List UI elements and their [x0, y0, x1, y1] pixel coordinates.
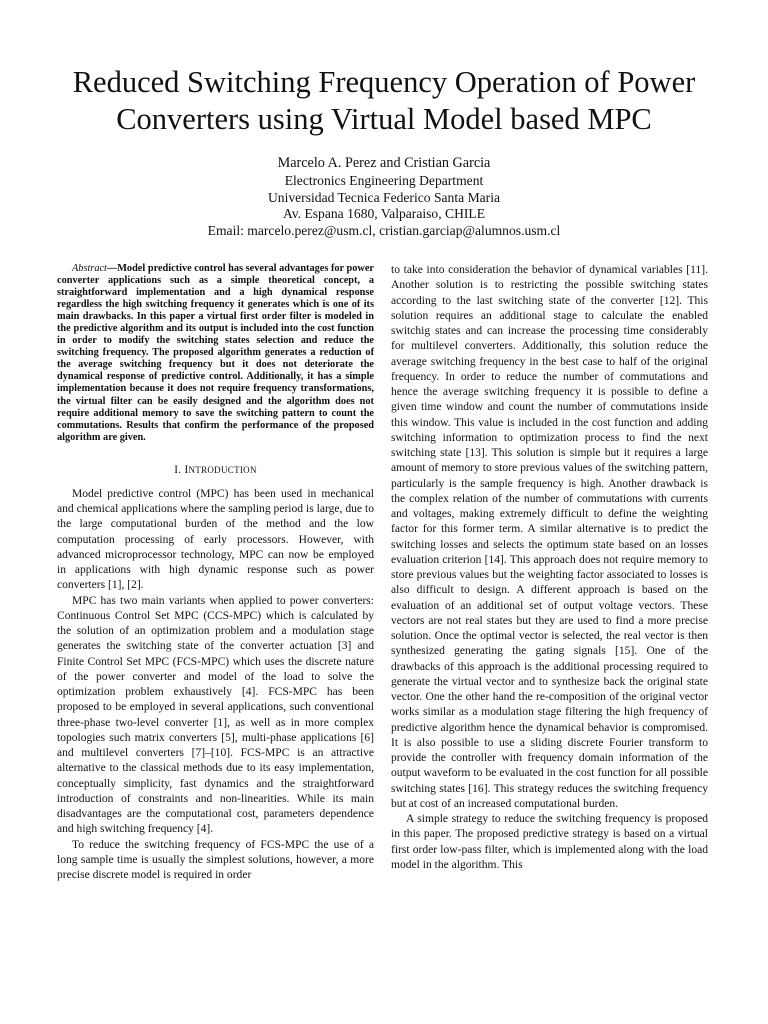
left-column	[57, 263, 374, 883]
section-heading-smallcaps: NTRODUCTION	[188, 464, 257, 475]
affiliation-department: Electronics Engineering Department	[284, 173, 484, 188]
abstract-text: —Model predictive control has several advantages for power converter applications such as a simple theoretical concept, a straightforward implementation and a high dynamical response regardless the high switching frequency it generates which is one of its main drawbacks. In this paper a virtual first order filter is modeled in the predictive algorithm and its output is included into the cost function in order to modify the switching states selection and reduce the switching frequency. The proposed algorithm generates a reduction of the average switching frequency but it does not deteriorate the dynamical response of predictive control. Additionally, it has a simple implementation because it does not require frequency transformations, the virtual filter can be easily designed and the algorithm does not require additional memory to save the switching pattern to count the commutations. Results that confirm the performance of the proposed algorithm are given.	[57, 263, 374, 443]
affiliation-address: Av. Espana 1680, Valparaiso, CHILE	[282, 206, 486, 222]
affiliation-university: Universidad Tecnica Federico Santa Maria	[267, 189, 501, 205]
right-column	[391, 263, 708, 873]
title-line-2: Converters using Virtual Model based MPC	[116, 102, 652, 136]
abstract-label: Abstract	[72, 263, 107, 274]
section-heading-prefix: I. I	[174, 463, 189, 476]
intro-paragraph-3-continued: to take into consideration the behavior of dynamical variables [11]. Another solution is to restricting the possible switching states according to the last switching state of the converter [12]. This solution requires an additional stage to calculate the enabled switchig states and can increase the processing time considerably for multilevel converters. Additionally, this solution reduce the average switching frequency in the best case to half of the original frequency. In order to reduce the number of commutations and hence the average switching frequency it is possible to define a given time window and count the number of commutations inside this window. This value is included in the cost function and adding switching information to optimization process to find the next switching state [13]. This solution is simple but it requires a large amount of memory to store previous values of the switching pattern, particularly is the sample frequency is high. Another drawback is the complex relation of the number of commutations with currents and voltages, making extremely difficult to define the weighting factor for this former term. A similar alternative is to predict the switching losses and selects the optimum state based on an losses evaluation criterion [14]. This approach does not require memory to store previous values but the weighting factor associated to losses is also difficult to design. A different approach is based on the evaluation of an additional set of output voltage vectors. These vectors are not real states but they are used to find a more precise solution. Once the optimal vector is selected, the real vector is then synthesized generating the gating signals [15]. One of the drawbacks of this approach is the additional processing required to generate the virtual vector and to synthesize back the original state vector. One the other hand the re-composition of the original vector works similar as a modulation stage filtering the high frequency of predictive algorithm hence the dynamical behavior is compromised. It is also possible to use a sliding discrete Fourier transform to provide the controller with frequency domain information of the output waveform to be evaluated in the cost function for all possible switching states [16]. This strategy reduces the switching frequency but at cost of an increased computational burden.	[391, 264, 708, 810]
section-heading-introduction	[57, 463, 374, 478]
intro-paragraph-2: MPC has two main variants when applied to power converters: Continuous Control Set MPC (CCS-MPC) which is calculated by the solution of an optimization problem and a modulation stage generates the switching state of the converter actuation [3] and Finite Control Set MPC (FCS-MPC) which uses the discrete nature of the power converter and model of the load to solve the optimization problem exhaustively [4]. FCS-MPC has been proposed to be employed in several applications, such conventional three-phase two-level converter [1], as well as in more complex topologies such matrix converters [5], multi-phase applications [6] and multilevel converters [7]–[10]. FCS-MPC is an attractive alternative to the classical methods due to its easy implementation, conceptually simplicity, fast dynamics and the straightforward introduction of constraints and non-linearities. While its main disadvantages are the computational cost, parameters dependence and high switching frequency [4].	[57, 594, 374, 836]
abstract	[57, 263, 374, 444]
author-block	[40, 154, 728, 239]
intro-paragraph-3: To reduce the switching frequency of FCS-MPC the use of a long sample time is usually the simplest solutions, however, a more precise discrete model is required in order	[57, 838, 374, 882]
intro-paragraph-1: Model predictive control (MPC) has been used in mechanical and chemical applications where the sampling period is large, due to the large computational burden of the method and the low computation processing of early processors. However, with advanced microprocessor technology, MPC can now be employed in applications with high dynamic response such as power converters [1], [2].	[57, 487, 374, 592]
title-line-1: Reduced Switching Frequency Operation of Power	[72, 65, 696, 99]
intro-paragraph-4: A simple strategy to reduce the switching frequency is proposed in this paper. The proposed predictive strategy is based on a virtual first order low-pass filter, which is implemented along with the load model in the algorithm. This	[391, 813, 708, 871]
paper-title	[40, 64, 728, 138]
author-emails: Email: marcelo.perez@usm.cl, cristian.garciap@alumnos.usm.cl	[207, 222, 561, 238]
author-names: Marcelo A. Perez and Cristian Garcia	[277, 155, 491, 171]
